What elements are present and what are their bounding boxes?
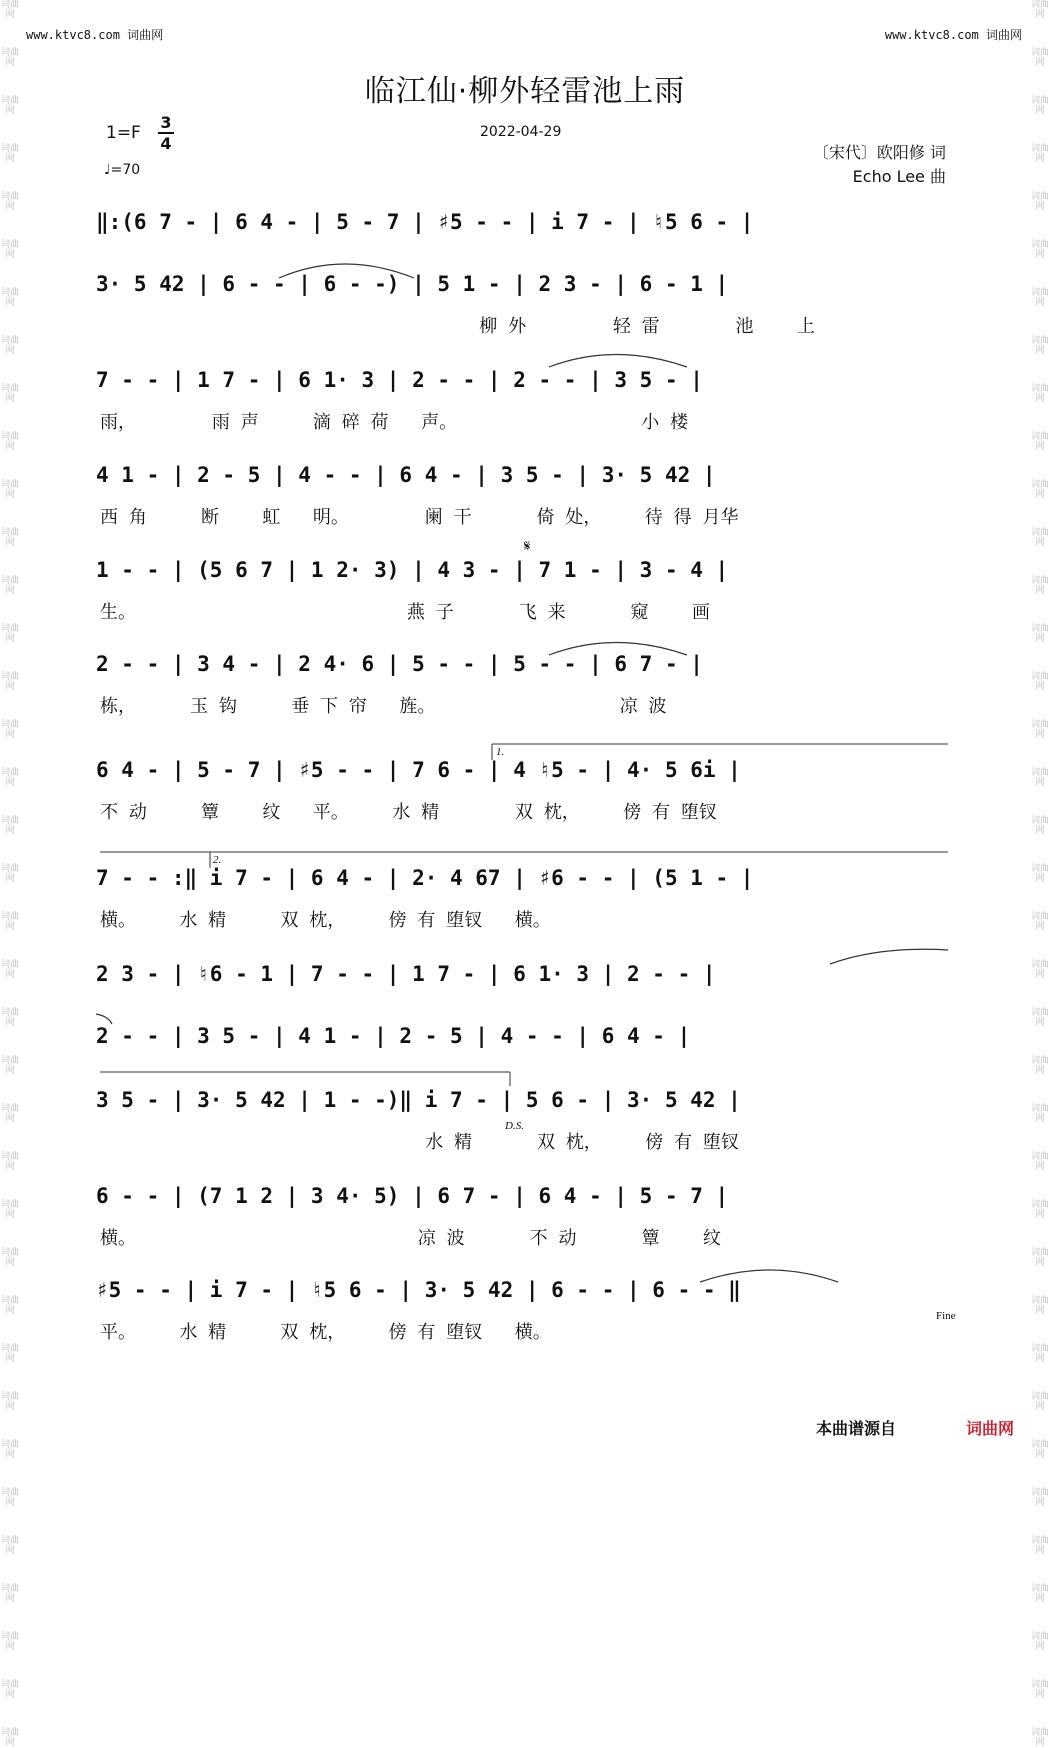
watermark-text: 词曲网	[1031, 1392, 1050, 1412]
notation-line: 2 3 - | ♮6 - 1 | 7 - - | 1 7 - | 6 1· 3 | 2 - - |	[96, 962, 716, 986]
lyric-line: 雨， 雨 声 滴 碎 荷 声。 小 楼	[100, 412, 689, 433]
watermark-text: 词曲网	[1031, 0, 1050, 20]
watermark-text: 词曲网	[1031, 144, 1050, 164]
notation-line: 4 1 - | 2 - 5 | 4 - - | 6 4 - | 3 5 - | 3· 5 42 |	[96, 463, 716, 487]
notation-line: ♯5 - - | i 7 - | ♮5 6 - | 3· 5 42 | 6 - - | 6 - - ‖	[96, 1278, 741, 1302]
watermark-text: 词曲网	[1, 0, 20, 20]
watermark-text: 词曲网	[1, 1344, 20, 1364]
segno-mark: 𝄋	[524, 539, 531, 555]
tie-arc	[549, 355, 687, 368]
volta-2-mark: 2.	[213, 854, 222, 866]
watermark-text: 词曲网	[1, 1296, 20, 1316]
watermark-text: 词曲网	[1, 816, 20, 836]
watermark-text: 词曲网	[1, 336, 20, 356]
song-title: 临江仙·柳外轻雷池上雨	[364, 74, 686, 109]
site-url-left[interactable]: www.ktvc8.com 词曲网	[26, 28, 164, 42]
watermark-text: 词曲网	[1031, 288, 1050, 308]
time-signature	[157, 113, 175, 153]
time-signature-bottom: 4	[160, 134, 172, 153]
watermark-text: 词曲网	[1031, 384, 1050, 404]
watermark-text: 词曲网	[1, 1104, 20, 1124]
watermark-text: 词曲网	[1031, 1344, 1050, 1364]
watermark-text: 词曲网	[1031, 1056, 1050, 1076]
notation-line: 6 - - | (7 1 2 | 3 4· 5) | 6 7 - | 6 4 - | 5 - 7 |	[96, 1184, 729, 1208]
lyricist-credit: 〔宋代〕欧阳修 词	[812, 143, 946, 162]
notation-line: 7 - - :‖ i 7 - | 6 4 - | 2· 4 67 | ♯6 - - | (5 1 - |	[96, 866, 754, 890]
watermark-text: 词曲网	[1, 672, 20, 692]
watermark-text: 词曲网	[1, 1248, 20, 1268]
notation-line: 6 4 - | 5 - 7 | ♯5 - - | 7 6 - | 4 ♮5 - | 4· 5 6i |	[96, 758, 741, 782]
lyric-line: 横。 水 精 双 枕， 傍 有 堕钗 横。	[100, 910, 551, 931]
watermark-text: 词曲网	[1, 1536, 20, 1556]
watermark-text: 词曲网	[1031, 1536, 1050, 1556]
lyric-line: 平。 水 精 双 枕， 傍 有 堕钗 横。	[100, 1322, 551, 1343]
watermark-text: 词曲网	[1, 480, 20, 500]
watermark-text: 词曲网	[1031, 864, 1050, 884]
watermark-text: 词曲网	[1, 1440, 20, 1460]
watermark-text: 词曲网	[1031, 1200, 1050, 1220]
watermark-text: 词曲网	[1031, 912, 1050, 932]
lyric-line: 西 角 断 虹 明。 阑 干 倚 处， 待 得 月华	[100, 507, 739, 528]
watermark-text: 词曲网	[1, 864, 20, 884]
watermark-text: 词曲网	[1, 1008, 20, 1028]
watermark-text: 词曲网	[1, 1584, 20, 1604]
watermark-text: 词曲网	[1031, 96, 1050, 116]
watermark-text: 词曲网	[1031, 240, 1050, 260]
watermark-text: 词曲网	[1, 240, 20, 260]
watermark-text: 词曲网	[1031, 672, 1050, 692]
watermark-text: 词曲网	[1, 960, 20, 980]
watermark-text: 词曲网	[1031, 192, 1050, 212]
watermark-text: 词曲网	[1, 432, 20, 452]
watermark-text: 词曲网	[1, 48, 20, 68]
watermark-text: 词曲网	[1031, 528, 1050, 548]
watermark-text: 词曲网	[1031, 1632, 1050, 1652]
notation-line: 7 - - | 1 7 - | 6 1· 3 | 2 - - | 2 - - | 3 5 - |	[96, 368, 703, 392]
watermark-text: 词曲网	[1, 288, 20, 308]
watermark-text: 词曲网	[1031, 1680, 1050, 1700]
notation-line: 1 - - | (5 6 7 | 1 2· 3) | 4 3 - | 7 1 - | 3 - 4 |	[96, 558, 729, 582]
right-watermark-strip	[1031, 0, 1050, 1748]
ds-mark: D.S.	[505, 1120, 524, 1132]
site-url-right[interactable]: www.ktvc8.com 词曲网	[884, 28, 1022, 42]
watermark-text: 词曲网	[1, 1680, 20, 1700]
watermark-text: 词曲网	[1, 1392, 20, 1412]
watermark-text: 词曲网	[1031, 1440, 1050, 1460]
watermark-text: 词曲网	[1, 384, 20, 404]
watermark-text: 词曲网	[1, 1200, 20, 1220]
watermark-text: 词曲网	[1, 1488, 20, 1508]
watermark-text: 词曲网	[1031, 816, 1050, 836]
notation-line: 3· 5 42 | 6 - - | 6 - -) | 5 1 - | 2 3 - | 6 - 1 |	[96, 272, 729, 296]
watermark-text: 词曲网	[1031, 1104, 1050, 1124]
watermark-text: 词曲网	[1, 624, 20, 644]
notation-line: ‖:(6 7 - | 6 4 - | 5 - 7 | ♯5 - - | i 7 - | ♮5 6 - |	[96, 210, 754, 234]
lyric-line: 栋， 玉 钩 垂 下 帘 旌。 凉 波	[100, 696, 667, 717]
watermark-text: 词曲网	[1031, 48, 1050, 68]
watermark-text: 词曲网	[1, 1056, 20, 1076]
watermark-text: 词曲网	[1031, 1728, 1050, 1748]
watermark-text: 词曲网	[1031, 720, 1050, 740]
watermark-text: 词曲网	[1, 768, 20, 788]
watermark-text: 词曲网	[1031, 576, 1050, 596]
watermark-text: 词曲网	[1, 144, 20, 164]
watermark-text: 词曲网	[1031, 336, 1050, 356]
lyric-line: 横。 凉 波 不 动 簟 纹	[100, 1228, 721, 1249]
time-signature-top: 3	[160, 113, 172, 132]
watermark-text: 词曲网	[1, 912, 20, 932]
watermark-text: 词曲网	[1031, 1488, 1050, 1508]
left-watermark-strip	[1, 0, 20, 1748]
watermark-text: 词曲网	[1031, 1584, 1050, 1604]
source-site-link[interactable]: 词曲网	[966, 1419, 1015, 1438]
fine-mark: Fine	[936, 1310, 956, 1322]
watermark-text: 词曲网	[1, 528, 20, 548]
watermark-text: 词曲网	[1031, 960, 1050, 980]
date: 2022-04-29	[480, 124, 562, 140]
notation-line: 3 5 - | 3· 5 42 | 1 - -)‖ i 7 - | 5 6 - | 3· 5 42 |	[96, 1088, 741, 1112]
composer-credit: Echo Lee 曲	[852, 167, 946, 186]
lyric-line: 生。 燕 子 飞 来 窥 画	[100, 602, 710, 623]
notation-line: 2 - - | 3 4 - | 2 4· 6 | 5 - - | 5 - - | 6 7 - |	[96, 652, 703, 676]
watermark-text: 词曲网	[1031, 1152, 1050, 1172]
watermark-text: 词曲网	[1031, 1008, 1050, 1028]
watermark-text: 词曲网	[1, 96, 20, 116]
tempo-marking: ♩=70	[104, 162, 141, 178]
notation-line: 2 - - | 3 5 - | 4 1 - | 2 - 5 | 4 - - | 6 4 - |	[96, 1024, 691, 1048]
lyric-line: 不 动 簟 纹 平。 水 精 双 枕， 傍 有 堕钗	[100, 802, 717, 823]
tie-arc	[96, 1014, 112, 1024]
watermark-text: 词曲网	[1, 1728, 20, 1748]
watermark-text: 词曲网	[1031, 480, 1050, 500]
watermark-text: 词曲网	[1031, 624, 1050, 644]
watermark-text: 词曲网	[1, 1632, 20, 1652]
source-label: 本曲谱源自	[816, 1419, 897, 1438]
watermark-text: 词曲网	[1, 1152, 20, 1172]
volta-1-mark: 1.	[496, 746, 505, 758]
watermark-text: 词曲网	[1, 576, 20, 596]
lyric-line: 水 精 双 枕， 傍 有 堕钗	[100, 1132, 739, 1153]
watermark-text: 词曲网	[1031, 768, 1050, 788]
watermark-text: 词曲网	[1031, 432, 1050, 452]
key-signature: 1=F	[106, 123, 141, 143]
watermark-text: 词曲网	[1031, 1248, 1050, 1268]
watermark-text: 词曲网	[1031, 1296, 1050, 1316]
watermark-text: 词曲网	[1, 192, 20, 212]
lyric-line: 柳 外 轻 雷 池 上	[100, 316, 815, 337]
watermark-text: 词曲网	[1, 720, 20, 740]
